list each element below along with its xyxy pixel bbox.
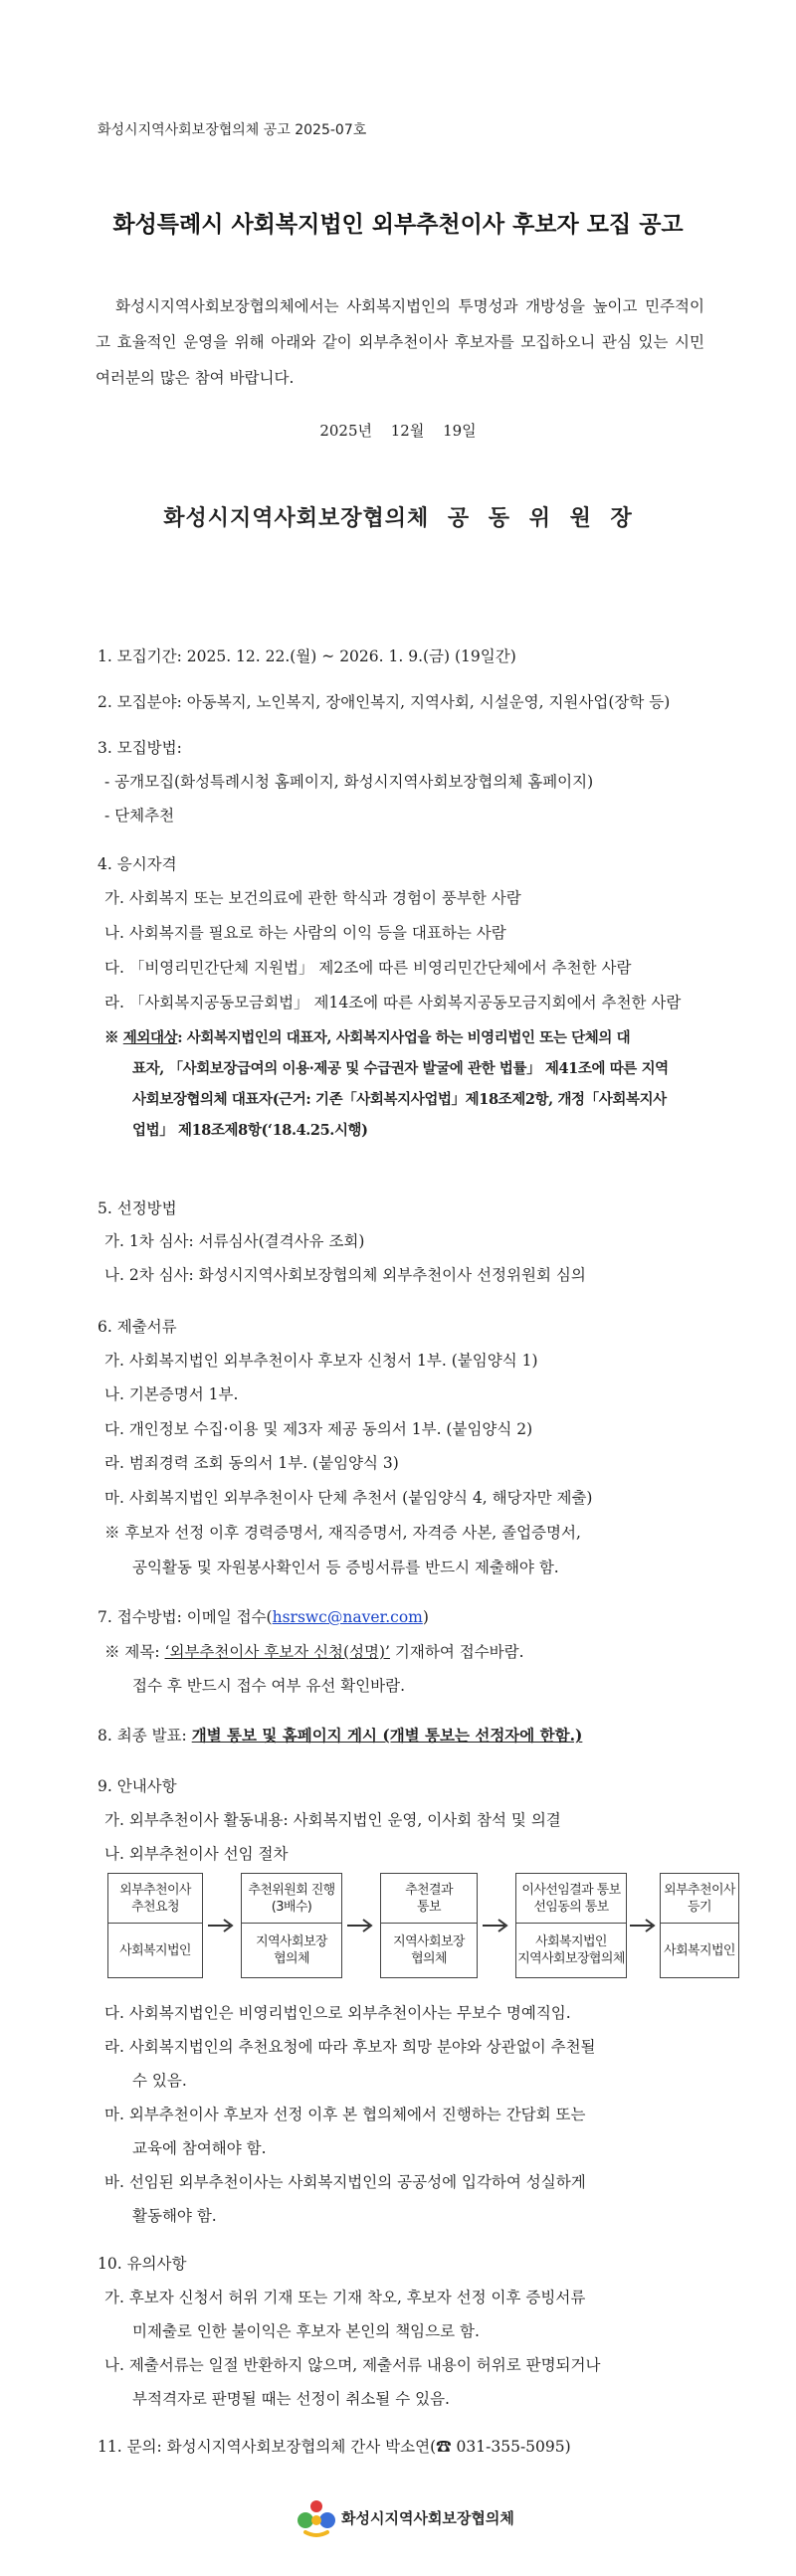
guide-item: 나. 외부추천이사 선임 절차 (104, 1845, 289, 1863)
organization-logo-icon (297, 2498, 336, 2538)
submission-method: 7. 접수방법: 이메일 접수(hsrswc@naver.com) (98, 1608, 429, 1626)
page-title: 화성특례시 사회복지법인 외부추천이사 후보자 모집 공고 (112, 212, 684, 238)
guide-item: 마. 외부추천이사 후보자 선정 이후 본 협의체에서 진행하는 간담회 또는 (104, 2106, 586, 2123)
guide-item: 라. 사회복지법인의 추천요청에 따라 후보자 희망 분야와 상관없이 추천될 (104, 2038, 596, 2056)
method-item: - 단체추천 (104, 807, 175, 825)
selection-item: 나. 2차 심사: 화성시지역사회보장협의체 외부추천이사 선정위원회 심의 (104, 1266, 586, 1284)
documents-note-line: 공익활동 및 자원봉사확인서 등 증빙서류를 반드시 제출해야 함. (132, 1559, 559, 1576)
caution-item-line: 부적격자로 판명될 때는 선정이 취소될 수 있음. (132, 2390, 450, 2408)
document-item: 가. 사회복지법인 외부추천이사 후보자 신청서 1부. (붙임양식 1) (104, 1352, 538, 1370)
guide-item-line: 수 있음. (132, 2072, 187, 2090)
announcement-method: 개별 통보 및 홈페이지 게시 (개별 통보는 선정자에 한함.) (191, 1726, 583, 1745)
submission-note: ※ 제목: ‘외부추천이사 후보자 신청(성명)’ 기재하여 접수바람. (104, 1643, 524, 1661)
eligibility-item: 다. 「비영리민간단체 지원법」 제2조에 따른 비영리민간단체에서 추천한 사람 (104, 959, 632, 977)
intro-paragraph: 화성시지역사회보장협의체에서는 사회복지법인의 투명성과 개방성을 높이고 민주적이고 효율적인 운영을 위해 아래와 같이 외부추천이사 후보자를 모집하오니 관심 있는 시민 여러분의 많은 참여 바랍니다. (96, 297, 704, 387)
method-item: - 공개모집(화성특례시청 홈페이지, 화성시지역사회보장협의체 홈페이지) (104, 773, 594, 791)
caution-item-line: 미제출로 인한 불이익은 후보자 본인의 책임으로 함. (132, 2322, 480, 2340)
guide-item: 바. 선임된 외부추천이사는 사회복지법인의 공공성에 입각하여 성실하게 (104, 2173, 586, 2191)
selection-item: 가. 1차 심사: 서류심사(결격사유 조회) (104, 1232, 365, 1250)
submission-note-line: 접수 후 반드시 접수 여부 유선 확인바람. (132, 1677, 406, 1695)
recruitment-period: 1. 모집기간: 2025. 12. 22.(월) ~ 2026. 1. 9.(금) (19일간) (98, 647, 516, 665)
eligibility-item: 라. 「사회복지공동모금회법」 제14조에 따른 사회복지공동모금지회에서 추천한 사람 (104, 994, 682, 1012)
document-item: 마. 사회복지법인 외부추천이사 단체 추천서 (붙임양식 4, 해당자만 제출) (104, 1489, 593, 1507)
exclusion-note-line: 사회보장협의체 대표자(근거: 기존「사회복지사업법」제18조제2항, 개정「사회복지사 (132, 1091, 667, 1108)
eligibility-item: 나. 사회복지를 필요로 하는 사람의 이익 등을 대표하는 사람 (104, 924, 506, 942)
documents-note: ※ 후보자 선정 이후 경력증명서, 재직증명서, 자격증 사본, 졸업증명서, (104, 1524, 581, 1542)
eligibility-item: 가. 사회복지 또는 보건의료에 관한 학식과 경험이 풍부한 사람 (104, 889, 521, 907)
contact-info: 11. 문의: 화성시지역사회보장협의체 간사 박소연(☎ 031-355-5095) (98, 2438, 571, 2456)
exclusion-note: ※ 제외대상: 사회복지법인의 대표자, 사회복지사업을 하는 비영리법인 또는 단체의 대 (104, 1029, 631, 1046)
document-item: 다. 개인정보 수집·이용 및 제3자 제공 동의서 1부. (붙임양식 2) (104, 1420, 533, 1438)
guide-item: 다. 사회복지법인은 비영리법인으로 외부추천이사는 무보수 명예직임. (104, 2004, 571, 2022)
section-caution-heading: 10. 유의사항 (98, 2255, 187, 2273)
section-method-heading: 3. 모집방법: (98, 739, 182, 757)
flow-step: 추천결과 통보 지역사회보장 협의체 (380, 1873, 478, 1978)
section-documents-heading: 6. 제출서류 (98, 1318, 177, 1336)
document-item: 나. 기본증명서 1부. (104, 1385, 239, 1403)
caution-item: 나. 제출서류는 일절 반환하지 않으며, 제출서류 내용이 허위로 판명되거나 (104, 2356, 601, 2374)
recruitment-fields: 2. 모집분야: 아동복지, 노인복지, 장애인복지, 지역사회, 시설운영, 지원사업(장학 등) (98, 693, 671, 711)
document-item: 라. 범죄경력 조회 동의서 1부. (붙임양식 3) (104, 1454, 399, 1472)
section-eligibility-heading: 4. 응시자격 (98, 855, 177, 873)
guide-item-line: 교육에 참여해야 함. (132, 2139, 267, 2157)
guide-item-line: 활동해야 함. (132, 2207, 217, 2225)
guide-item: 가. 외부추천이사 활동내용: 사회복지법인 운영, 이사회 참석 및 의결 (104, 1811, 561, 1829)
arrow-right-icon (345, 1917, 375, 1934)
notice-reference-number: 화성시지역사회보장협의체 공고 2025-07호 (98, 122, 367, 138)
email-subject-format: ‘외부추천이사 후보자 신청(성명)’ (164, 1643, 390, 1661)
issuer-name: 화성시지역사회보장협의체 공 동 위 원 장 (163, 505, 633, 531)
email-link[interactable]: hsrswc@naver.com (272, 1608, 423, 1626)
arrow-right-icon (481, 1917, 510, 1934)
organization-name: 화성시지역사회보장협의체 (341, 2509, 514, 2527)
flow-step: 외부추천이사 추천요청 사회복지법인 (107, 1873, 203, 1978)
notice-date: 2025년 12월 19일 (319, 422, 477, 440)
appointment-flow-diagram (107, 1873, 735, 1982)
section-guide-heading: 9. 안내사항 (98, 1777, 177, 1795)
exclusion-note-line: 업법」 제18조제8항(‘18.4.25.시행) (132, 1122, 368, 1139)
flow-step: 외부추천이사 등기 사회복지법인 (660, 1873, 739, 1978)
arrow-right-icon (628, 1917, 658, 1934)
section-selection-heading: 5. 선정방법 (98, 1199, 177, 1217)
exclusion-label: 제외대상 (122, 1029, 178, 1046)
flow-step: 이사선임결과 통보 선임동의 통보 사회복지법인 지역사회보장협의체 (515, 1873, 627, 1978)
final-announcement: 8. 최종 발표: 개별 통보 및 홈페이지 게시 (개별 통보는 선정자에 한함.) (98, 1726, 583, 1745)
arrow-right-icon (206, 1917, 236, 1934)
caution-item: 가. 후보자 신청서 허위 기재 또는 기재 착오, 후보자 선정 이후 증빙서류 (104, 2289, 586, 2306)
flow-step: 추천위원회 진행 (3배수) 지역사회보장 협의체 (241, 1873, 342, 1978)
exclusion-note-line: 표자, 「사회보장급여의 이용·제공 및 수급권자 발굴에 관한 법률」 제41조에 따른 지역 (132, 1060, 669, 1077)
